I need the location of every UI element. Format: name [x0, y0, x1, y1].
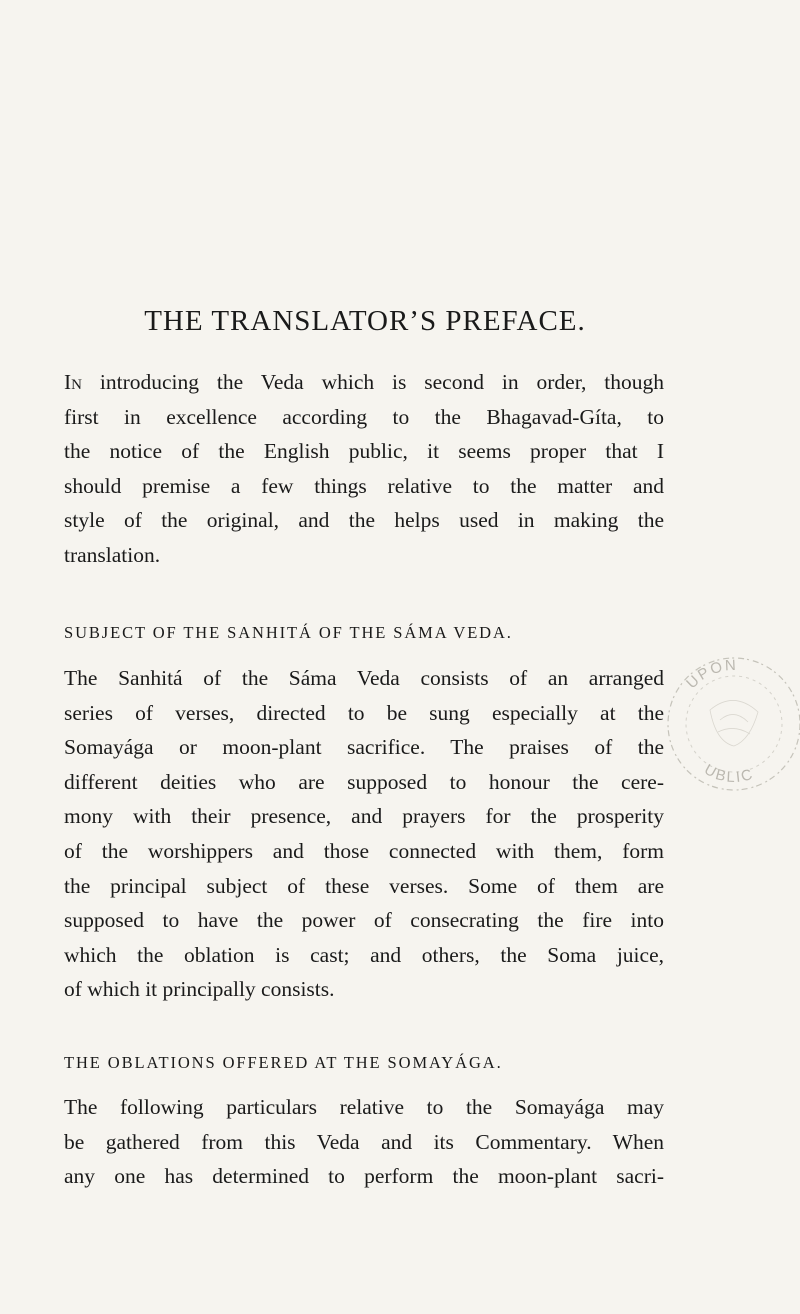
svg-text:UPON [683, 657, 738, 692]
subject-line: mony with their presence, and prayers for the prosperity [64, 804, 664, 829]
subject-line: The Sanhitá of the Sáma Veda consists of an arranged [64, 666, 664, 690]
subject-line: which the oblation is cast; and others, the Soma juice, [64, 942, 664, 967]
intro-line: first in excellence according to the Bhagavad-Gíta, to [64, 404, 664, 429]
intro-line: the notice of the English public, it seems proper that I [64, 439, 664, 464]
intro-line: style of the original, and the helps used in making the [64, 508, 664, 533]
oblations-line: The following particulars relative to the Somayága may [64, 1095, 664, 1119]
subject-line: the principal subject of these verses. Some of them are [64, 873, 664, 898]
subject-line: series of verses, directed to be sung especially at the [64, 700, 664, 725]
subject-line: of the worshippers and those connected with them, form [64, 838, 664, 863]
section-heading-subject: SUBJECT OF THE SANHITÁ OF THE SÁMA VEDA. [64, 623, 513, 642]
section-heading-oblations: THE OBLATIONS OFFERED AT THE SOMAYÁGA. [64, 1053, 503, 1072]
oblations-paragraph [64, 1090, 664, 1194]
stamp-bottom-text: UBLIC [701, 761, 757, 787]
oblations-line: any one has determined to perform the moon-plant sacri- [64, 1164, 664, 1189]
subject-line: different deities who are supposed to honour the cere- [64, 769, 664, 794]
intro-line: should premise a few things relative to the matter and [64, 473, 664, 498]
intro-line: translation. [64, 542, 161, 567]
subject-line: of which it principally consists. [64, 977, 335, 1002]
subject-line: Somayága or moon-plant sacrifice. The praises of the [64, 735, 664, 760]
subject-paragraph [64, 661, 664, 1007]
oblations-line: be gathered from this Veda and its Commentary. When [64, 1129, 664, 1154]
subject-line: supposed to have the power of consecrating the fire into [64, 908, 664, 933]
svg-text:UBLIC [701, 761, 756, 786]
page-title: THE TRANSLATOR’S PREFACE. [144, 305, 586, 337]
intro-paragraph [64, 365, 664, 573]
stamp-top-text: UPON [683, 656, 739, 693]
intro-line: In introducing the Veda which is second in order, though [64, 370, 664, 394]
intro-lead-word: In [64, 370, 82, 394]
library-stamp [660, 650, 800, 798]
